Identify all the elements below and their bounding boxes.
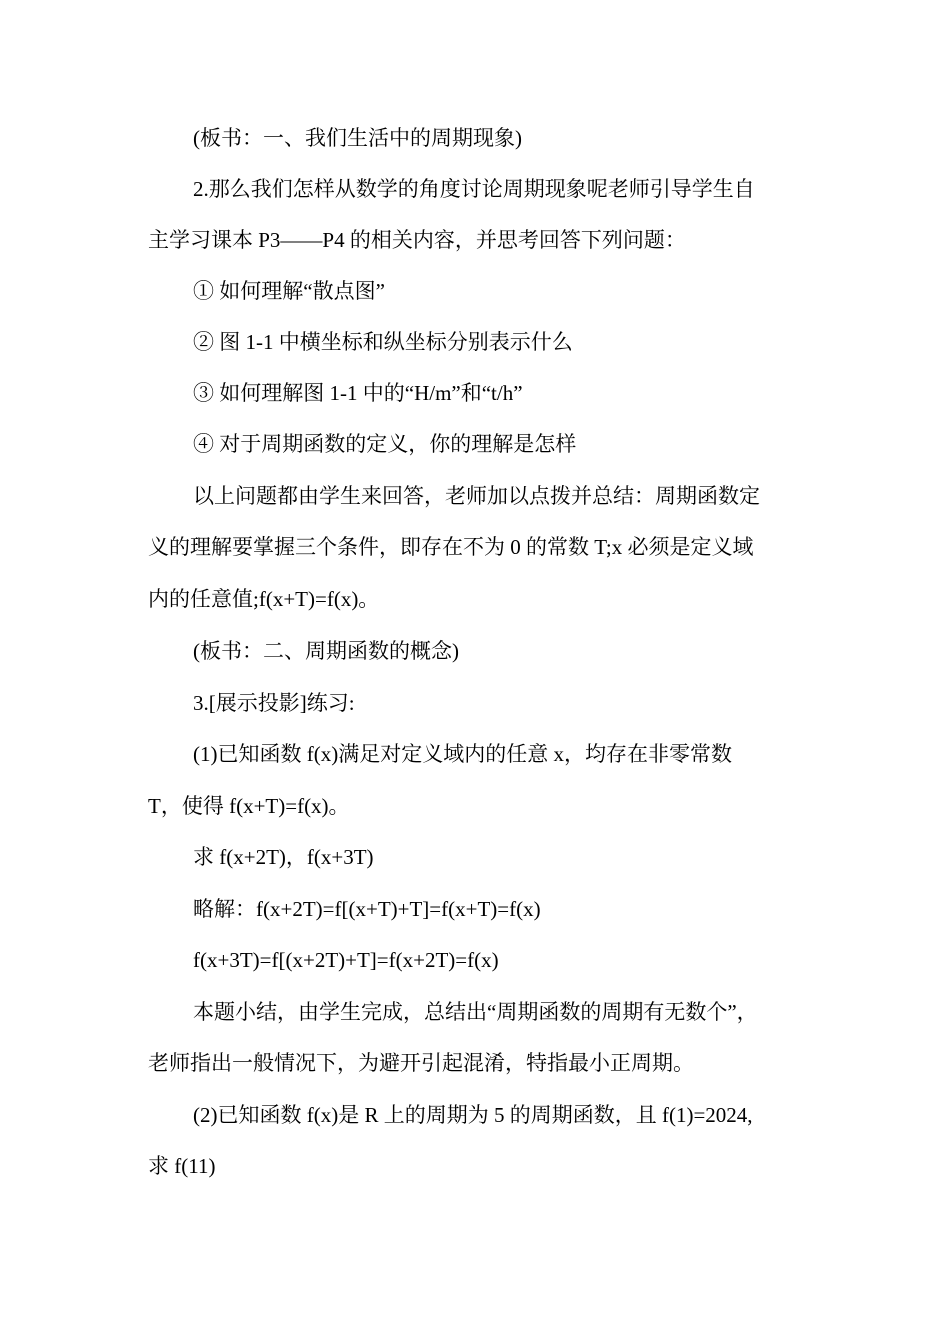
paragraph-2-line-1: 2.那么我们怎样从数学的角度讨论周期现象呢老师引导学生自 (193, 177, 755, 201)
board-note-2: (板书：二、周期函数的概念) (193, 639, 459, 663)
exercise-2-line-2: 求 f(11) (148, 1154, 216, 1178)
question-3: ③ 如何理解图 1-1 中的“H/m”和“t/h” (193, 381, 523, 405)
summary-line-2: 义的理解要掌握三个条件，即存在不为 0 的常数 T;x 必须是定义域 (148, 535, 754, 559)
conclusion-line-1: 本题小结，由学生完成，总结出“周期函数的周期有无数个”， (193, 1000, 758, 1024)
exercise-1-line-1: (1)已知函数 f(x)满足对定义域内的任意 x，均存在非零常数 (193, 742, 732, 766)
conclusion-line-2: 老师指出一般情况下，为避开引起混淆，特指最小正周期。 (148, 1051, 694, 1075)
solution-line-2: f(x+3T)=f[(x+2T)+T]=f(x+2T)=f(x) (193, 948, 499, 972)
summary-line-1: 以上问题都由学生来回答，老师加以点拨并总结：周期函数定 (193, 484, 760, 508)
solution-line-1: 略解：f(x+2T)=f[(x+T)+T]=f(x+T)=f(x) (193, 897, 541, 921)
question-4: ④ 对于周期函数的定义，你的理解是怎样 (193, 432, 577, 456)
exercise-heading: 3.[展示投影]练习: (193, 691, 355, 715)
exercise-1-question: 求 f(x+2T)，f(x+3T) (193, 845, 374, 869)
exercise-1-line-2: T，使得 f(x+T)=f(x)。 (148, 794, 350, 818)
question-1: ① 如何理解“散点图” (193, 279, 385, 303)
board-note-1: (板书：一、我们生活中的周期现象) (193, 126, 522, 150)
question-2: ② 图 1-1 中横坐标和纵坐标分别表示什么 (193, 330, 573, 354)
paragraph-2-line-2: 主学习课本 P3——P4 的相关内容，并思考回答下列问题： (148, 228, 686, 252)
exercise-2-line-1: (2)已知函数 f(x)是 R 上的周期为 5 的周期函数，且 f(1)=2024, (193, 1103, 753, 1127)
summary-line-3: 内的任意值;f(x+T)=f(x)。 (148, 587, 380, 611)
